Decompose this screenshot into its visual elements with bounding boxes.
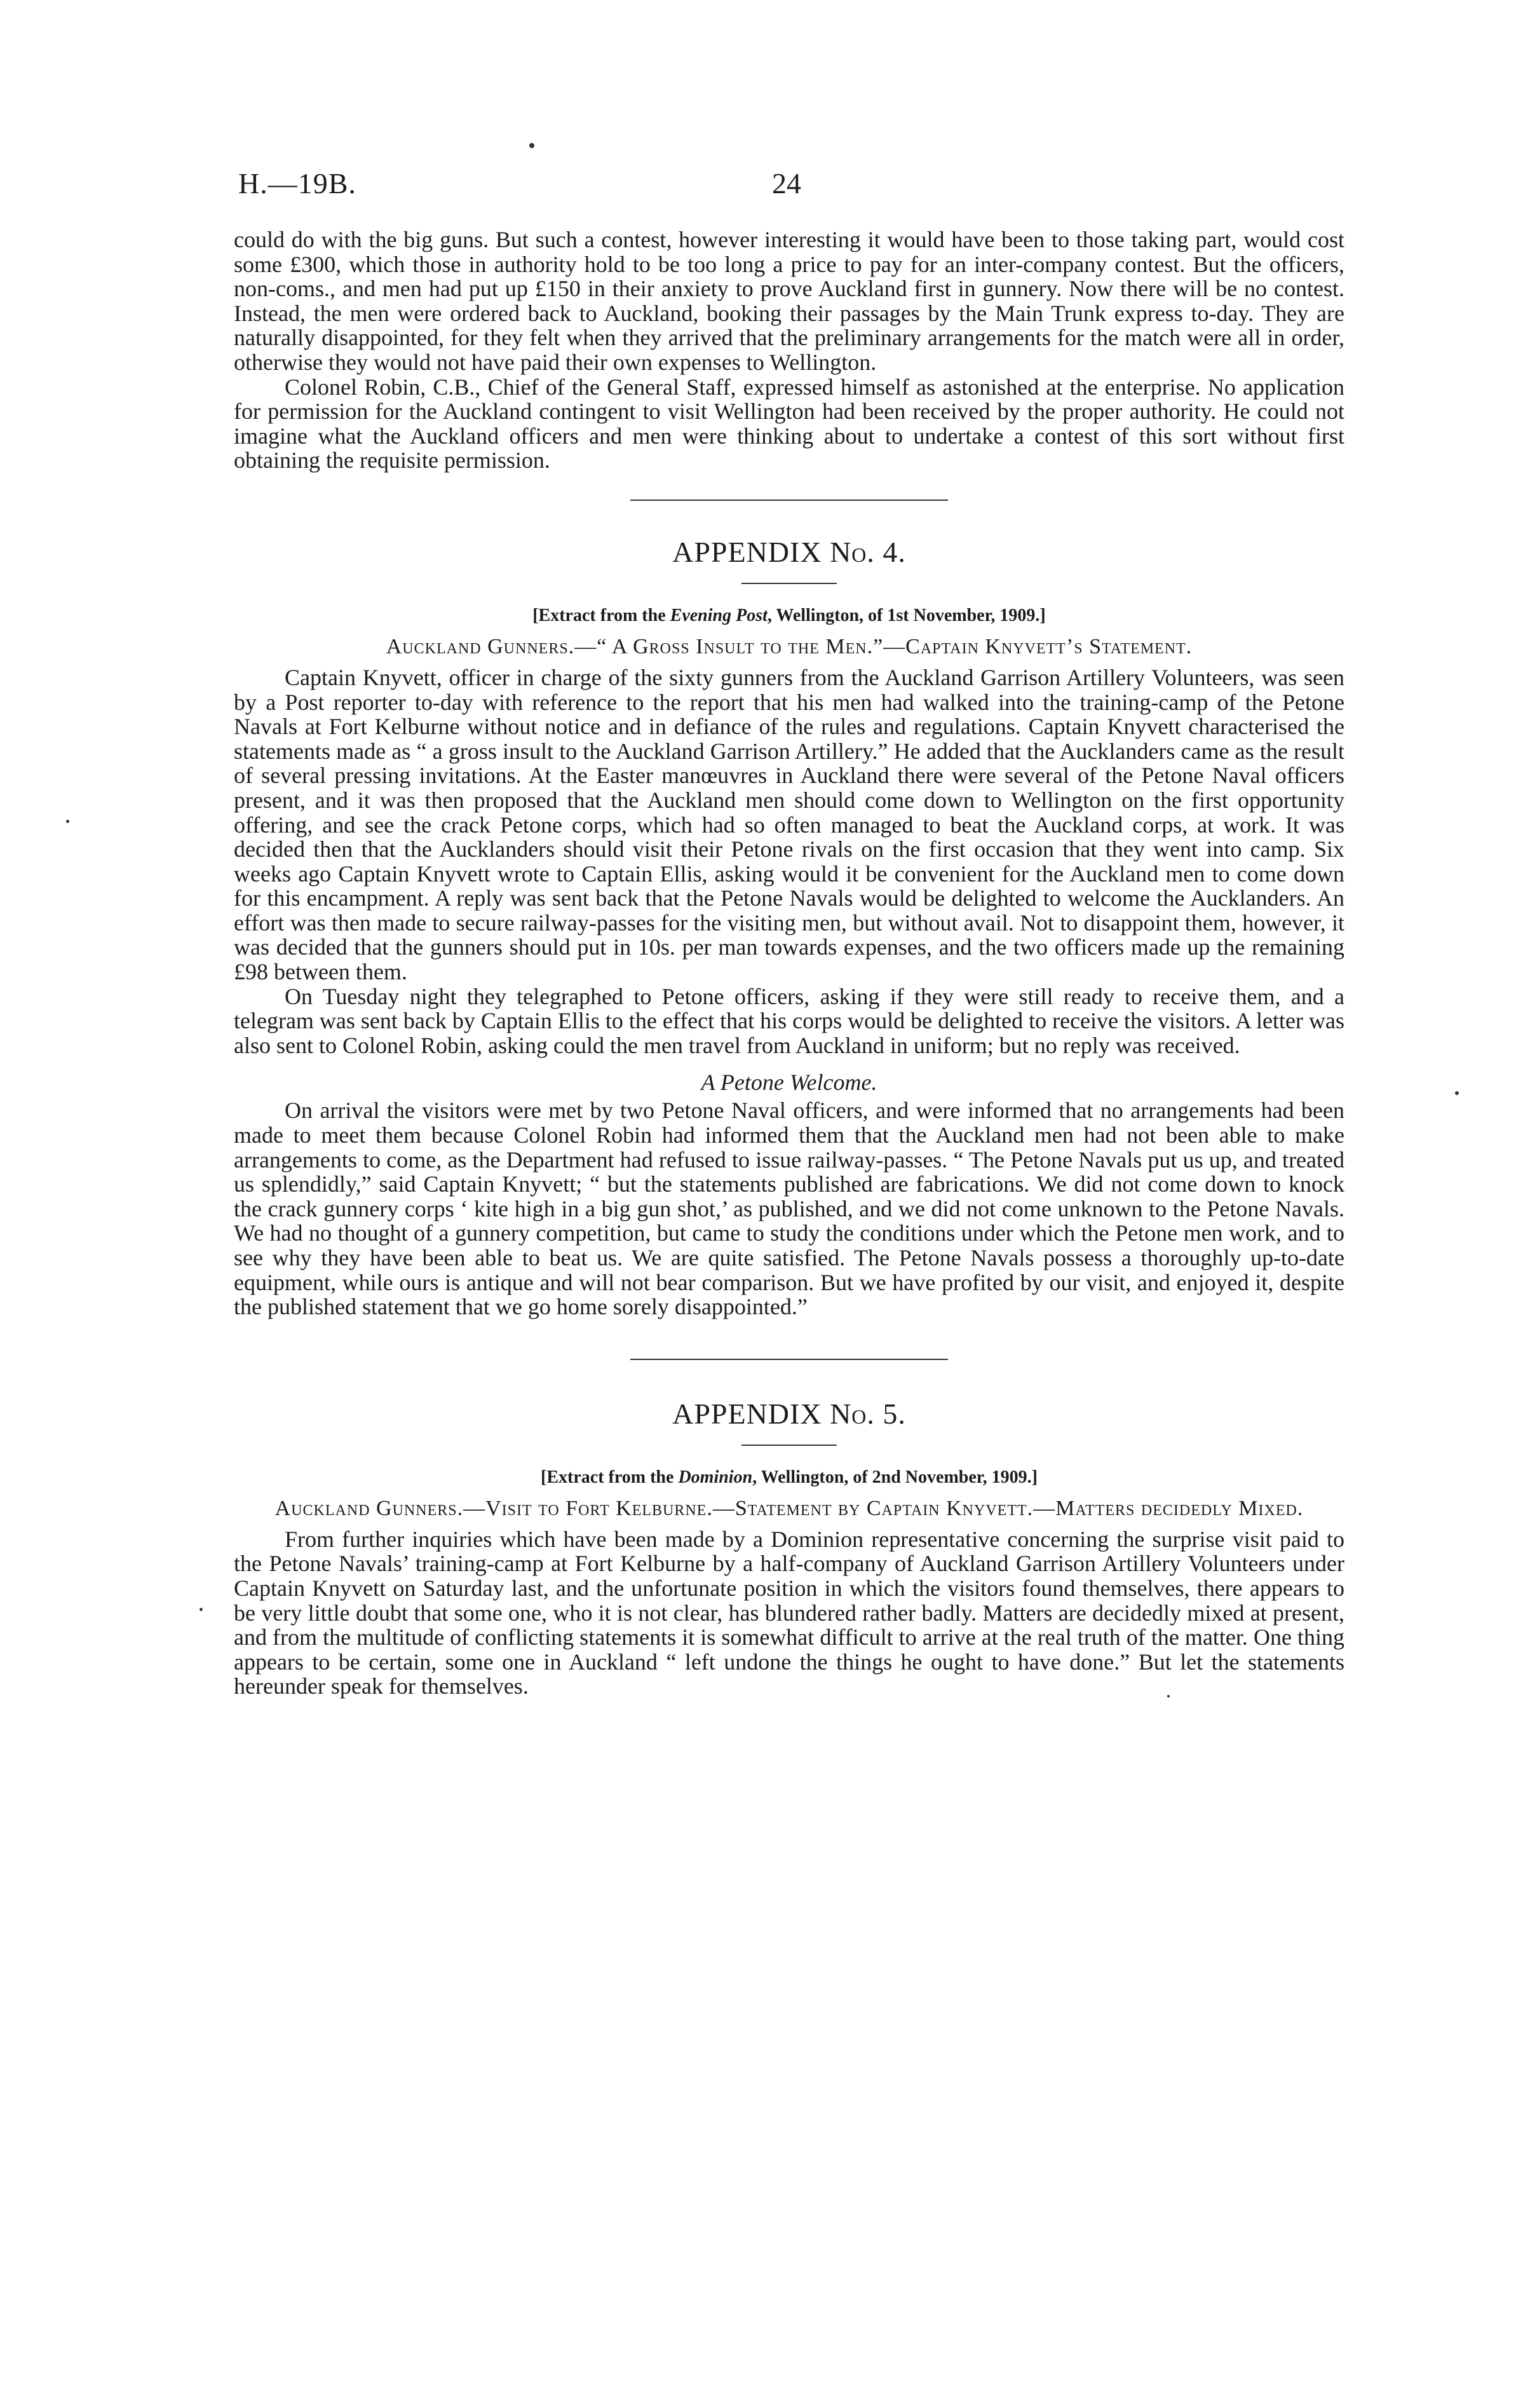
- appendix-5-paragraph: From further inquiries which have been made by a Dominion representative concerning the surprise visit paid to the Petone Navals’ training-camp at Fort Kelburne by a half-company of Auckland Garrison Artillery Volunteers under Captain Knyvett on Saturday last, and the unfortunate position in which the visitors found themselves, there appears to be very little doubt that some one, who it is not clear, has blundered rather badly. Matters are decidedly mixed at present, and from the multitude of conflicting statements it is somewhat difficult to arrive at the real truth of the matter. One thing appears to be certain, some one in Auckland “ left undone the things he ought to have done.” But let the statements hereunder speak for themselves.: [234, 1526, 1344, 1699]
- continuation-paragraph: Colonel Robin, C.B., Chief of the General Staff, expressed himself as astonished at the enterprise. No application for permission for the Auckland contingent to visit Wellington had been received by the proper authority. He could not imagine what the Auckland officers and men were thinking about to undertake a contest of this sort without first obtaining the requisite permission.: [234, 374, 1344, 473]
- appendix-4-title: APPENDIX No. 4.: [672, 535, 906, 568]
- scan-speck: [200, 1608, 203, 1611]
- appendix-5-heading: Auckland Gunners.—Visit to Fort Kelburne.—Statement by Captain Knyvett.—Matters decidedly Mixed.: [274, 1496, 1304, 1520]
- appendix-4-heading: Auckland Gunners.—“ A Gross Insult to the Men.”—Captain Knyvett’s Statement.: [386, 634, 1193, 658]
- scan-speck: [529, 143, 534, 148]
- appendix-4-paragraph: On arrival the visitors were met by two Petone Naval officers, and were informed that no arrangements had been made to meet them because Colonel Robin had informed them that the Auckland men had not been able to make arrangements to come, as the Department had refused to issue railway-passes. “ The Petone Navals put us up, and treated us splendidly,” said Captain Knyvett; “ but the statements published are fabrications. We did not come down to knock the crack gunnery corps ‘ kite high in a big gun shot,’ as published, and we did not come unknown to the Petone Navals. We had no thought of a gunnery competition, but came to study the conditions under which the Petone men work, and to see why they have been able to beat us. We are quite satisfied. The Petone Navals possess a thoroughly up-to-date equipment, while ours is antique and will not bear comparison. But we have profited by our visit, and enjoyed it, despite the published statement that we go home sorely disappointed.”: [234, 1098, 1344, 1320]
- scan-speck: [1455, 1091, 1459, 1095]
- continuation-paragraph: could do with the big guns. But such a contest, however interesting it would have been to those taking part, would cost some £300, which those in authority hold to be too long a price to pay for an inter-company contest. But the officers, non-coms., and men had put up £150 in their anxiety to prove Auckland first in gunnery. Now there will be no contest. Instead, the men were ordered back to Auckland, booking their passages by the Main Trunk express to-day. They are naturally disappointed, for they felt when they arrived that the preliminary arrangements for the match were all in order, otherwise they would not have paid their own expenses to Wellington.: [234, 227, 1344, 375]
- page-number: 24: [772, 167, 801, 200]
- appendix-5-source: [Extract from the Dominion, Wellington, of 2nd November, 1909.]: [541, 1467, 1038, 1487]
- appendix-4-source: [Extract from the Evening Post, Wellington, of 1st November, 1909.]: [532, 605, 1046, 625]
- appendix-4-subheading: A Petone Welcome.: [701, 1070, 877, 1096]
- appendix-4-paragraph: Captain Knyvett, officer in charge of the sixty gunners from the Auckland Garrison Artillery Volunteers, was seen by a Post reporter to-day with reference to the report that his men had walked into the training-camp of the Petone Navals at Fort Kelburne without notice and in defiance of the rules and regulations. Captain Knyvett characterised the statements made as “ a gross insult to the Auckland Garrison Artillery.” He added that the Aucklanders came as the result of several pressing invitations. At the Easter manœuvres in Auckland there were several of the Petone Naval officers present, and it was then proposed that the Auckland men should come down to Wellington on the first opportunity offering, and see the crack Petone corps, which had so often managed to beat the Auckland corps, at work. It was decided then that the Aucklanders should visit their Petone rivals on the first occasion that they went into camp. Six weeks ago Captain Knyvett wrote to Captain Ellis, asking would it be convenient for the Auckland men to come down for this encampment. A reply was sent back that the Petone Navals would be delighted to welcome the Aucklanders. An effort was then made to secure railway-passes for the visiting men, but without avail. Not to disappoint them, however, it was decided that the gunners should put in 10s. per man towards expenses, and the two officers made up the remaining £98 between them.: [234, 664, 1344, 985]
- appendix-5-title: APPENDIX No. 5.: [672, 1397, 906, 1430]
- scan-speck: [1167, 1695, 1170, 1697]
- document-reference: H.—19B.: [238, 167, 356, 200]
- page-header: [238, 167, 1357, 211]
- page-body: [234, 228, 1344, 1699]
- scan-speck: [66, 820, 69, 823]
- appendix-4-paragraph: On Tuesday night they telegraphed to Petone officers, asking if they were still ready to receive them, and a telegram was sent back by Captain Ellis to the effect that his corps would be delighted to receive the visitors. A letter was also sent to Colonel Robin, asking could the men travel from Auckland in uniform; but no reply was received.: [234, 983, 1344, 1058]
